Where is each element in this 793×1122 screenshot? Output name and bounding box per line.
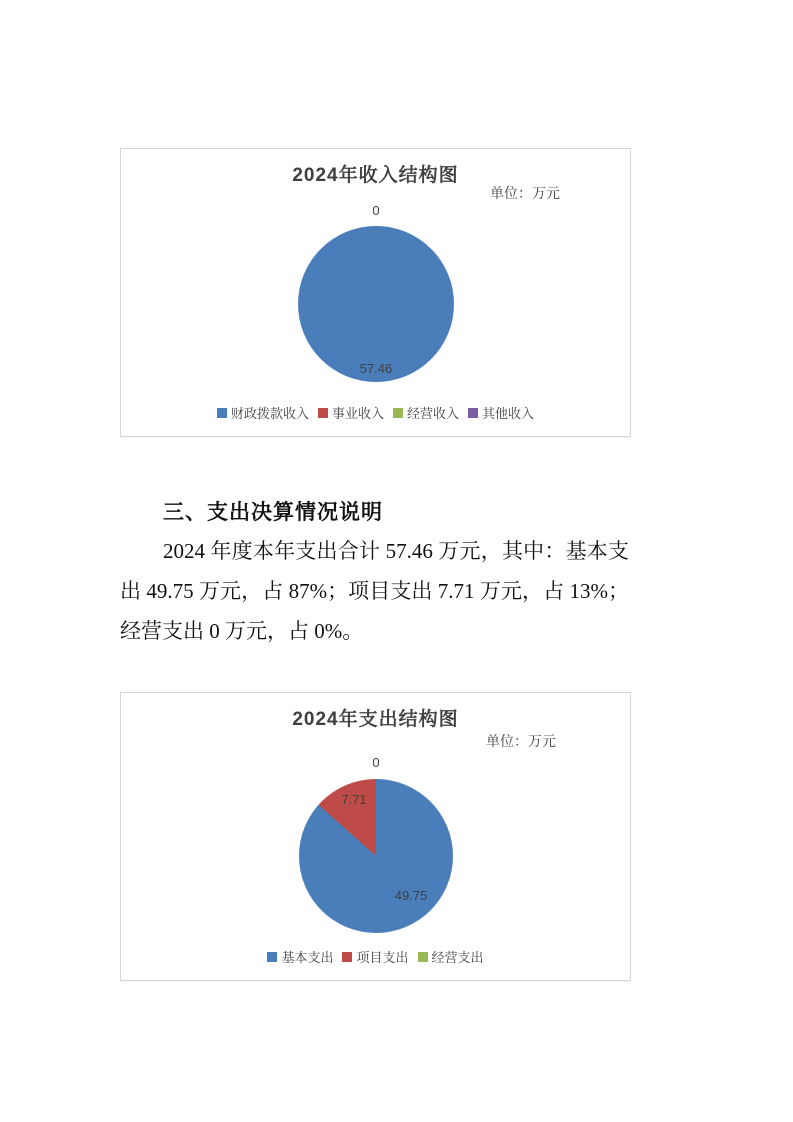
expense-chart-title: 2024年支出结构图 — [292, 709, 459, 730]
expense-chart-legend — [121, 947, 630, 966]
expense-summary-paragraph: 2024 年度本年支出合计 57.46 万元，其中：基本支出 49.75 万元，占 87%；项目支出 7.71 万元，占 13%；经营支出 0 万元，占 0%。 — [120, 539, 629, 643]
expense-pie — [299, 779, 453, 933]
legend-item — [267, 947, 333, 966]
income-main-value-label: 57.46 — [359, 361, 393, 376]
income-structure-chart — [120, 148, 631, 437]
legend-item — [393, 403, 459, 422]
legend-swatch-icon — [393, 408, 403, 418]
legend-label: 项目支出 — [356, 950, 409, 965]
expense-zero-value-label: 0 — [372, 755, 380, 770]
income-chart-legend — [121, 403, 630, 422]
expense-project-value-label: 7.71 — [341, 792, 367, 807]
legend-item — [342, 947, 408, 966]
legend-swatch-icon — [468, 408, 478, 418]
legend-swatch-icon — [342, 952, 352, 962]
section-heading: 三、支出决算情况说明 — [163, 501, 383, 524]
legend-swatch-icon — [318, 408, 328, 418]
expense-chart-unit-label: 单位：万元 — [486, 733, 556, 749]
legend-label: 其他收入 — [482, 406, 535, 421]
legend-item — [418, 947, 484, 966]
legend-label: 经营支出 — [431, 950, 484, 965]
legend-label: 经营收入 — [407, 406, 460, 421]
legend-item — [217, 403, 309, 422]
legend-label: 事业收入 — [331, 406, 384, 421]
legend-item — [318, 403, 384, 422]
income-chart-title: 2024年收入结构图 — [292, 165, 459, 186]
legend-item — [468, 403, 534, 422]
legend-label: 基本支出 — [281, 950, 334, 965]
expense-basic-value-label: 49.75 — [394, 888, 428, 903]
legend-swatch-icon — [267, 952, 277, 962]
expense-structure-chart — [120, 692, 631, 981]
legend-swatch-icon — [418, 952, 428, 962]
legend-label: 财政拨款收入 — [230, 406, 309, 421]
income-zero-value-label: 0 — [372, 203, 380, 218]
income-pie — [298, 226, 454, 382]
legend-swatch-icon — [217, 408, 227, 418]
income-chart-unit-label: 单位：万元 — [490, 185, 560, 201]
